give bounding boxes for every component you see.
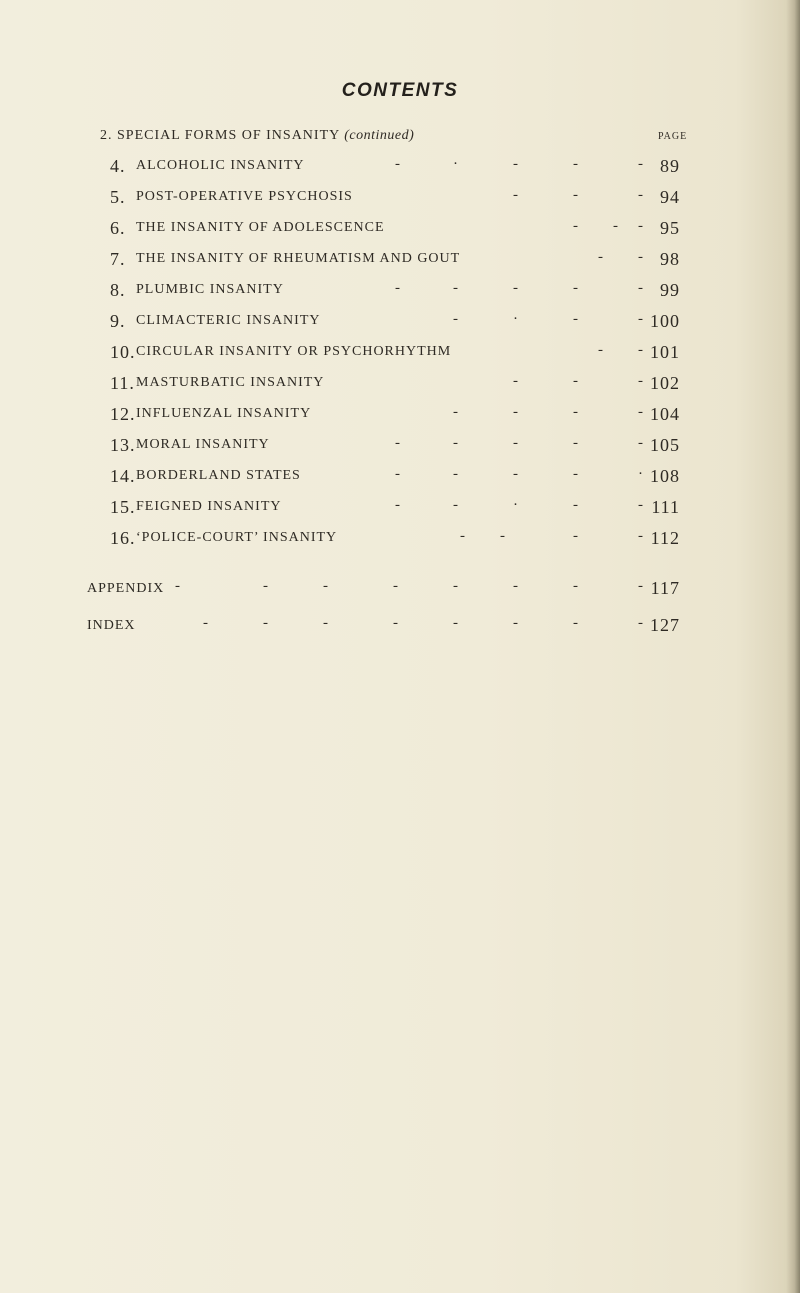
leader-dot: -: [263, 615, 269, 631]
page-title: CONTENTS: [341, 80, 459, 101]
leader-dot: -: [393, 615, 399, 631]
leader-dot: -: [395, 156, 401, 172]
leader-dot: -: [638, 311, 644, 327]
leader-dot: ·: [638, 466, 644, 482]
appendix-title: APPENDIX: [87, 581, 165, 596]
entry-title: CIRCULAR INSANITY OR PSYCHORHYTHM: [136, 344, 452, 359]
entry-number: 12.: [110, 404, 136, 424]
leader-dot: -: [573, 156, 579, 172]
appendix-page: 117: [650, 578, 680, 598]
entry-title: MASTURBATIC INSANITY: [136, 375, 325, 390]
toc-appendix[interactable]: [87, 578, 680, 604]
leader-dot: -: [638, 578, 644, 594]
leader-dot: -: [573, 497, 579, 513]
toc-entry[interactable]: [110, 156, 680, 180]
leader-dot: -: [638, 218, 644, 234]
entry-title: THE INSANITY OF ADOLESCENCE: [136, 220, 385, 235]
leader-dot: -: [573, 404, 579, 420]
entry-number: 5.: [110, 187, 126, 207]
leader-dot: -: [613, 218, 619, 234]
entry-page: 105: [650, 435, 680, 455]
leader-dot: ·: [513, 311, 519, 327]
entry-page: 100: [650, 311, 680, 331]
leader-dot: -: [453, 497, 459, 513]
entry-page: 89: [660, 156, 680, 176]
entry-title: BORDERLAND STATES: [136, 468, 301, 483]
leader-dot: -: [323, 615, 329, 631]
toc-entry[interactable]: [110, 342, 680, 366]
toc-entry[interactable]: [110, 404, 680, 428]
entry-title: FEIGNED INSANITY: [136, 499, 282, 514]
entry-page: 102: [650, 373, 680, 393]
leader-dot: -: [395, 466, 401, 482]
leader-dot: -: [513, 404, 519, 420]
toc-entry[interactable]: [110, 249, 680, 273]
leader-dot: -: [513, 280, 519, 296]
leader-dot: -: [573, 311, 579, 327]
leader-dot: -: [638, 497, 644, 513]
entry-number: 16.: [110, 528, 136, 548]
leader-dot: -: [263, 578, 269, 594]
entry-page: 98: [660, 249, 680, 269]
leader-dot: -: [453, 466, 459, 482]
leader-dot: -: [395, 280, 401, 296]
toc-entry[interactable]: [110, 311, 680, 335]
entry-page: 112: [650, 528, 680, 548]
entry-title: ‘POLICE-COURT’ INSANITY: [136, 530, 338, 545]
leader-dot: -: [573, 435, 579, 451]
leader-dot: -: [453, 280, 459, 296]
toc-entry[interactable]: [110, 280, 680, 304]
entry-page: 111: [651, 497, 680, 517]
leader-dot: -: [598, 342, 604, 358]
leader-dot: -: [453, 404, 459, 420]
entry-number: 11.: [110, 373, 135, 393]
page-column-label: PAGE: [658, 131, 688, 142]
toc-index[interactable]: [87, 615, 680, 641]
leader-dot: -: [513, 466, 519, 482]
entry-number: 10.: [110, 342, 136, 362]
leader-dot: -: [323, 578, 329, 594]
entry-page: 104: [650, 404, 680, 424]
leader-dot: -: [638, 528, 644, 544]
leader-dot: -: [638, 373, 644, 389]
section-qualifier: (continued): [344, 128, 415, 143]
leader-dot: -: [460, 528, 466, 544]
leader-dot: -: [573, 466, 579, 482]
toc-entry[interactable]: [110, 466, 680, 490]
entry-page: 101: [650, 342, 680, 362]
entry-number: 7.: [110, 249, 126, 269]
entry-title: THE INSANITY OF RHEUMATISM AND GOUT: [136, 251, 461, 266]
section-heading: [100, 128, 414, 144]
leader-dot: -: [393, 578, 399, 594]
leader-dot: -: [638, 249, 644, 265]
leader-dot: -: [573, 280, 579, 296]
entry-title: MORAL INSANITY: [136, 437, 270, 452]
leader-dot: -: [500, 528, 506, 544]
leader-dot: -: [573, 218, 579, 234]
leader-dot: -: [453, 578, 459, 594]
entry-number: 8.: [110, 280, 126, 300]
entry-title: PLUMBIC INSANITY: [136, 282, 284, 297]
leader-dot: -: [573, 528, 579, 544]
toc-entry[interactable]: [110, 528, 680, 552]
leader-dot: -: [573, 615, 579, 631]
entry-page: 99: [660, 280, 680, 300]
index-title: INDEX: [87, 618, 136, 633]
entry-title: INFLUENZAL INSANITY: [136, 406, 312, 421]
entry-number: 9.: [110, 311, 126, 331]
entry-page: 94: [660, 187, 680, 207]
leader-dot: -: [638, 342, 644, 358]
leader-dot: -: [638, 435, 644, 451]
leader-dot: -: [573, 187, 579, 203]
leader-dot: -: [638, 280, 644, 296]
leader-dot: -: [573, 373, 579, 389]
leader-dot: -: [203, 615, 209, 631]
leader-dot: -: [598, 249, 604, 265]
entry-number: 14.: [110, 466, 136, 486]
leader-dot: -: [638, 404, 644, 420]
section-number: 2.: [100, 128, 113, 143]
index-page: 127: [650, 615, 680, 635]
leader-dot: -: [513, 578, 519, 594]
leader-dot: -: [513, 187, 519, 203]
leader-dot: -: [513, 615, 519, 631]
leader-dot: -: [395, 435, 401, 451]
entry-number: 13.: [110, 435, 136, 455]
leader-dot: -: [573, 578, 579, 594]
page-edge-shadow: [786, 0, 800, 1293]
leader-dot: -: [453, 311, 459, 327]
leader-dot: -: [453, 615, 459, 631]
entry-title: POST-OPERATIVE PSYCHOSIS: [136, 189, 353, 204]
leader-dot: ·: [453, 156, 459, 172]
entry-title: CLIMACTERIC INSANITY: [136, 313, 321, 328]
toc-entry[interactable]: [110, 497, 680, 521]
entry-number: 4.: [110, 156, 126, 176]
toc-entry[interactable]: [110, 435, 680, 459]
leader-dot: -: [513, 435, 519, 451]
leader-dot: ·: [513, 497, 519, 513]
entry-page: 108: [650, 466, 680, 486]
leader-dot: -: [175, 578, 181, 594]
section-label: SPECIAL FORMS OF INSANITY: [117, 128, 340, 143]
entry-page: 95: [660, 218, 680, 238]
leader-dot: -: [395, 497, 401, 513]
entry-number: 15.: [110, 497, 136, 517]
leader-dot: -: [638, 156, 644, 172]
leader-dot: -: [453, 435, 459, 451]
leader-dot: -: [513, 156, 519, 172]
leader-dot: -: [638, 615, 644, 631]
leader-dot: -: [513, 373, 519, 389]
entry-number: 6.: [110, 218, 126, 238]
entry-title: ALCOHOLIC INSANITY: [136, 158, 305, 173]
toc-entry[interactable]: [110, 373, 680, 397]
toc-entry[interactable]: [110, 187, 680, 211]
toc-entry[interactable]: [110, 218, 680, 242]
leader-dot: -: [638, 187, 644, 203]
